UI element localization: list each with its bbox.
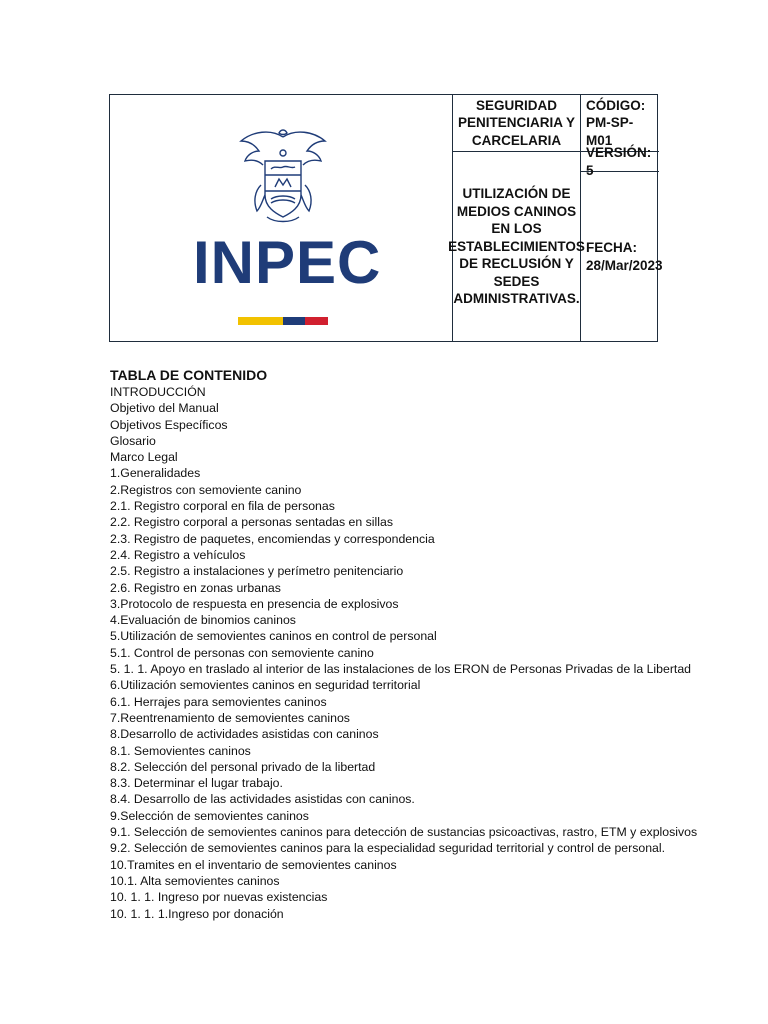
toc-item: 2.4. Registro a vehículos	[110, 547, 246, 562]
toc-list	[110, 384, 697, 922]
toc-item: 2.2. Registro corporal a personas sentadas en sillas	[110, 515, 393, 530]
toc-item: 2.5. Registro a instalaciones y perímetro penitenciario	[110, 564, 404, 579]
date-value: 28/Mar/2023	[586, 257, 663, 273]
toc-item: 8.2. Selección del personal privado de la libertad	[110, 759, 376, 774]
toc-item: 6.1. Herrajes para semovientes caninos	[110, 694, 327, 709]
subject-cell	[448, 152, 585, 341]
toc-item: 3.Protocolo de respuesta en presencia de explosivos	[110, 596, 399, 611]
toc-item: 9.Selección de semovientes caninos	[110, 808, 309, 823]
inpec-logo: INPEC	[193, 229, 382, 296]
coat-of-arms-icon	[235, 125, 331, 225]
date-label: FECHA:	[586, 240, 637, 255]
toc-item: 8.1. Semovientes caninos	[110, 743, 251, 758]
toc-item: 2.Registros con semoviente canino	[110, 482, 302, 497]
toc-item: 5. 1. 1. Apoyo en traslado al interior de las instalaciones de los ERON de Personas Privadas de la Libertad	[110, 662, 692, 677]
toc-item: 6.Utilización semovientes caninos en seguridad territorial	[110, 678, 421, 693]
logo-cell	[110, 95, 453, 341]
toc-item: Glosario	[110, 433, 156, 448]
toc-item: 2.1. Registro corporal en fila de personas	[110, 499, 335, 514]
toc-item: 10. 1. 1. 1.Ingreso por donación	[110, 906, 284, 921]
document-header-table	[109, 94, 663, 342]
toc-item: 5.1. Control de personas con semoviente canino	[110, 645, 374, 660]
toc-item: 10.Tramites en el inventario de semovientes caninos	[110, 857, 397, 872]
toc-item: 9.1. Selección de semovientes caninos para detección de sustancias psicoactivas, rastro, ETM y explosivos	[110, 825, 698, 840]
document-subject: UTILIZACIÓN DE MEDIOS CANINOS EN LOS ESTABLECIMIENTOS DE RECLUSIÓN Y SEDES ADMINISTRATIVAS.	[448, 186, 585, 307]
process-title-cell	[453, 95, 581, 152]
toc-item: 10.1. Alta semovientes caninos	[110, 873, 280, 888]
version-value: VERSIÓN: 5	[586, 145, 652, 178]
table-of-contents	[110, 366, 697, 922]
toc-item: 10. 1. 1. Ingreso por nuevas existencias	[110, 890, 328, 905]
toc-item: 5.Utilización de semovientes caninos en control de personal	[110, 629, 437, 644]
process-title: SEGURIDAD PENITENCIARIA Y CARCELARIA	[457, 97, 576, 148]
code-label: CÓDIGO:	[586, 97, 646, 113]
toc-item: 4.Evaluación de binomios caninos	[110, 613, 296, 628]
flag-stripe	[238, 317, 328, 325]
toc-title: TABLA DE CONTENIDO	[110, 367, 268, 383]
toc-item: 8.4. Desarrollo de las actividades asistidas con caninos.	[110, 792, 415, 807]
toc-item: 2.3. Registro de paquetes, encomiendas y correspondencia	[110, 531, 435, 546]
toc-item: 8.3. Determinar el lugar trabajo.	[110, 776, 283, 791]
toc-item: 9.2. Selección de semovientes caninos para la especialidad seguridad territorial y control de personal.	[110, 841, 666, 856]
version-cell	[581, 145, 659, 178]
code-value: PM-SP-M01	[586, 115, 634, 148]
toc-item: 8.Desarrollo de actividades asistidas con caninos	[110, 727, 379, 742]
flag-yellow-stripe	[238, 317, 283, 325]
toc-item: 1.Generalidades	[110, 466, 201, 481]
toc-item: INTRODUCCIÓN	[110, 385, 206, 399]
toc-item: Objetivo del Manual	[110, 401, 219, 416]
flag-red-stripe	[305, 317, 328, 325]
toc-item: Objetivos Específicos	[110, 417, 228, 432]
toc-item: 2.6. Registro en zonas urbanas	[110, 580, 281, 595]
toc-item: Marco Legal	[110, 450, 178, 465]
flag-blue-stripe	[283, 317, 305, 325]
date-cell	[581, 172, 663, 341]
toc-item: 7.Reentrenamiento de semovientes caninos	[110, 710, 350, 725]
